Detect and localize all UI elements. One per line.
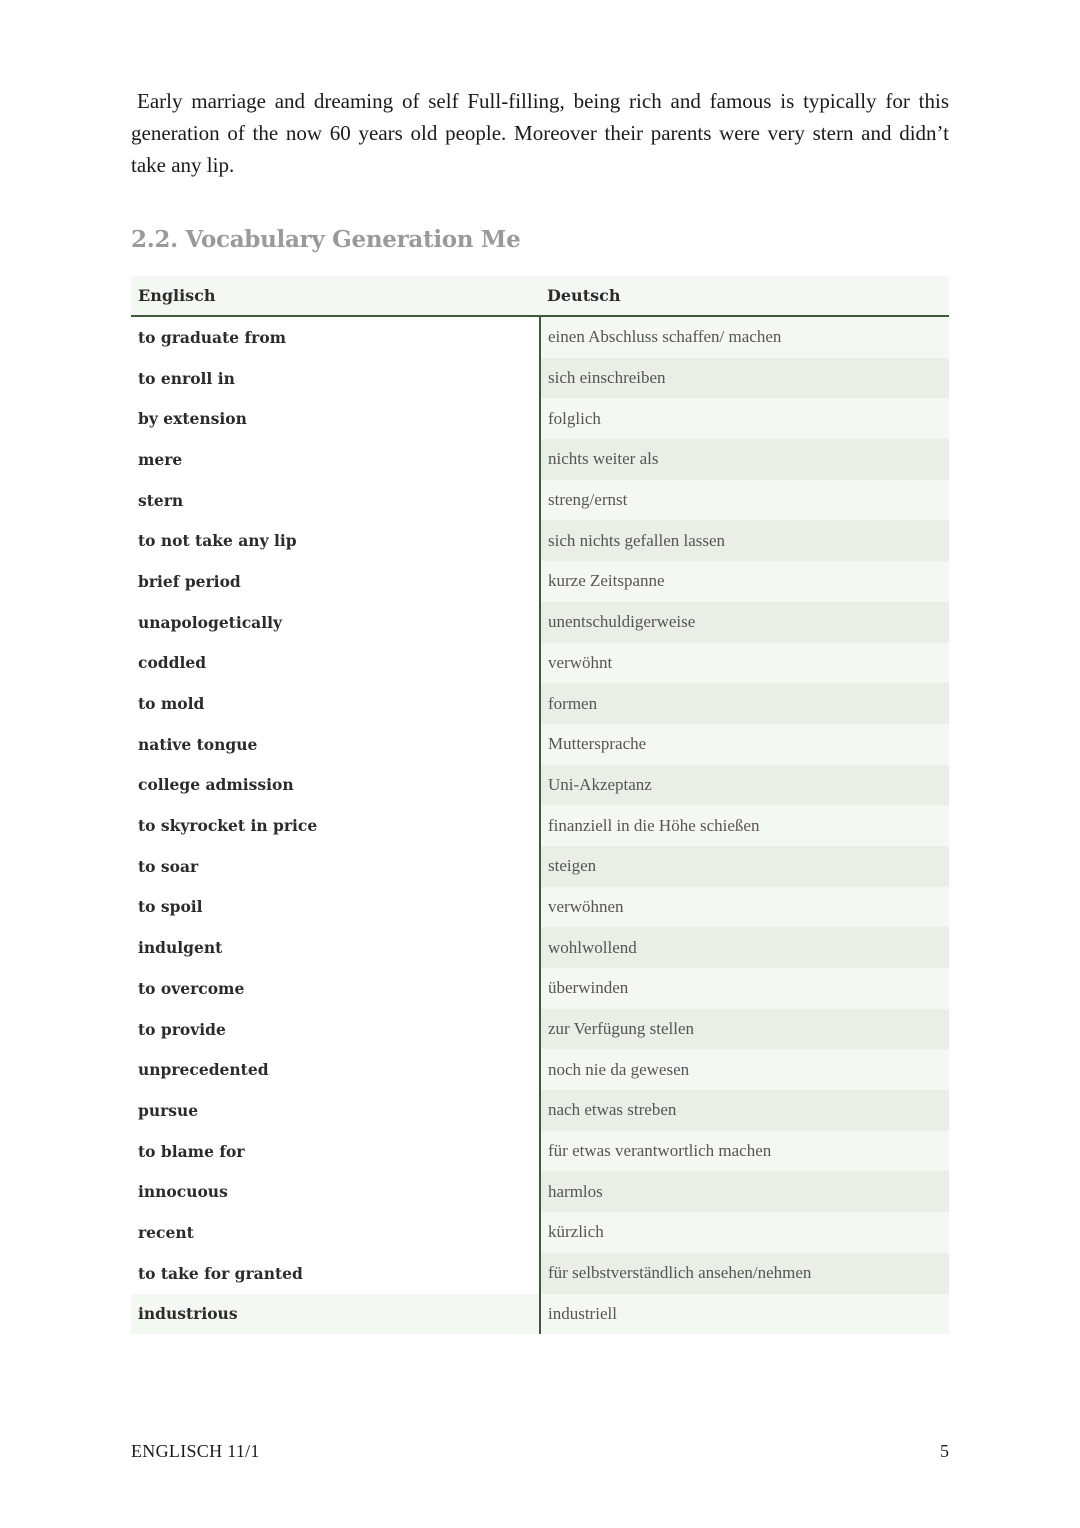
english-term: coddled <box>131 643 540 684</box>
german-translation: industriell <box>540 1294 949 1335</box>
english-term: native tongue <box>131 724 540 765</box>
header-english: Englisch <box>131 276 540 316</box>
english-term: unprecedented <box>131 1049 540 1090</box>
english-term: unapologetically <box>131 602 540 643</box>
vocabulary-table <box>131 276 949 1334</box>
section-heading: 2.2. Vocabulary Generation Me <box>131 226 521 253</box>
table-row <box>131 480 949 521</box>
table-row <box>131 724 949 765</box>
german-translation: formen <box>540 683 949 724</box>
table-row <box>131 316 949 358</box>
table-row <box>131 887 949 928</box>
english-term: indulgent <box>131 927 540 968</box>
table-row <box>131 1131 949 1172</box>
table-row <box>131 765 949 806</box>
table-row <box>131 683 949 724</box>
german-translation: einen Abschluss schaffen/ machen <box>540 316 949 358</box>
german-translation: verwöhnt <box>540 643 949 684</box>
intro-paragraph: Early marriage and dreaming of self Full-filling, being rich and famous is typically for this generation of the now 60 years old people. Moreover their parents were very stern and didn’t take any lip. <box>131 89 949 177</box>
page-number: 5 <box>940 1441 949 1461</box>
table-row <box>131 846 949 887</box>
table-row <box>131 927 949 968</box>
english-term: recent <box>131 1212 540 1253</box>
german-translation: Uni-Akzeptanz <box>540 765 949 806</box>
german-translation: nach etwas streben <box>540 1090 949 1131</box>
german-translation: für etwas verantwortlich machen <box>540 1131 949 1172</box>
table-row <box>131 805 949 846</box>
german-translation: sich nichts gefallen lassen <box>540 520 949 561</box>
english-term: to graduate from <box>131 316 540 358</box>
english-term: to take for granted <box>131 1253 540 1294</box>
table-row <box>131 643 949 684</box>
german-translation: Muttersprache <box>540 724 949 765</box>
english-term: to provide <box>131 1009 540 1050</box>
table-row <box>131 1294 949 1335</box>
german-translation: kürzlich <box>540 1212 949 1253</box>
german-translation: steigen <box>540 846 949 887</box>
english-term: stern <box>131 480 540 521</box>
english-term: by extension <box>131 398 540 439</box>
english-term: to not take any lip <box>131 520 540 561</box>
english-term: to skyrocket in price <box>131 805 540 846</box>
german-translation: folglich <box>540 398 949 439</box>
english-term: mere <box>131 439 540 480</box>
english-term: to blame for <box>131 1131 540 1172</box>
table-row <box>131 1171 949 1212</box>
german-translation: sich einschreiben <box>540 358 949 399</box>
table-header-row <box>131 276 949 316</box>
english-term: industrious <box>131 1294 540 1335</box>
english-term: college admission <box>131 765 540 806</box>
english-term: to mold <box>131 683 540 724</box>
english-term: brief period <box>131 561 540 602</box>
english-term: to overcome <box>131 968 540 1009</box>
table-row <box>131 1049 949 1090</box>
table-row <box>131 1009 949 1050</box>
german-translation: zur Verfügung stellen <box>540 1009 949 1050</box>
english-term: to spoil <box>131 887 540 928</box>
table-row <box>131 561 949 602</box>
german-translation: unentschuldigerweise <box>540 602 949 643</box>
german-translation: nichts weiter als <box>540 439 949 480</box>
german-translation: finanziell in die Höhe schießen <box>540 805 949 846</box>
header-german: Deutsch <box>540 276 949 316</box>
german-translation: wohlwollend <box>540 927 949 968</box>
english-term: to soar <box>131 846 540 887</box>
english-term: pursue <box>131 1090 540 1131</box>
german-translation: harmlos <box>540 1171 949 1212</box>
table-row <box>131 602 949 643</box>
german-translation: streng/ernst <box>540 480 949 521</box>
table-row <box>131 358 949 399</box>
table-row <box>131 1253 949 1294</box>
english-term: to enroll in <box>131 358 540 399</box>
table-row <box>131 439 949 480</box>
table-row <box>131 398 949 439</box>
footer-subject: ENGLISCH 11/1 <box>131 1441 260 1461</box>
german-translation: für selbstverständlich ansehen/nehmen <box>540 1253 949 1294</box>
table-body <box>131 316 949 1334</box>
table-row <box>131 520 949 561</box>
german-translation: überwinden <box>540 968 949 1009</box>
english-term: innocuous <box>131 1171 540 1212</box>
table-row <box>131 1212 949 1253</box>
german-translation: verwöhnen <box>540 887 949 928</box>
table-row <box>131 1090 949 1131</box>
german-translation: kurze Zeitspanne <box>540 561 949 602</box>
table-row <box>131 968 949 1009</box>
german-translation: noch nie da gewesen <box>540 1049 949 1090</box>
